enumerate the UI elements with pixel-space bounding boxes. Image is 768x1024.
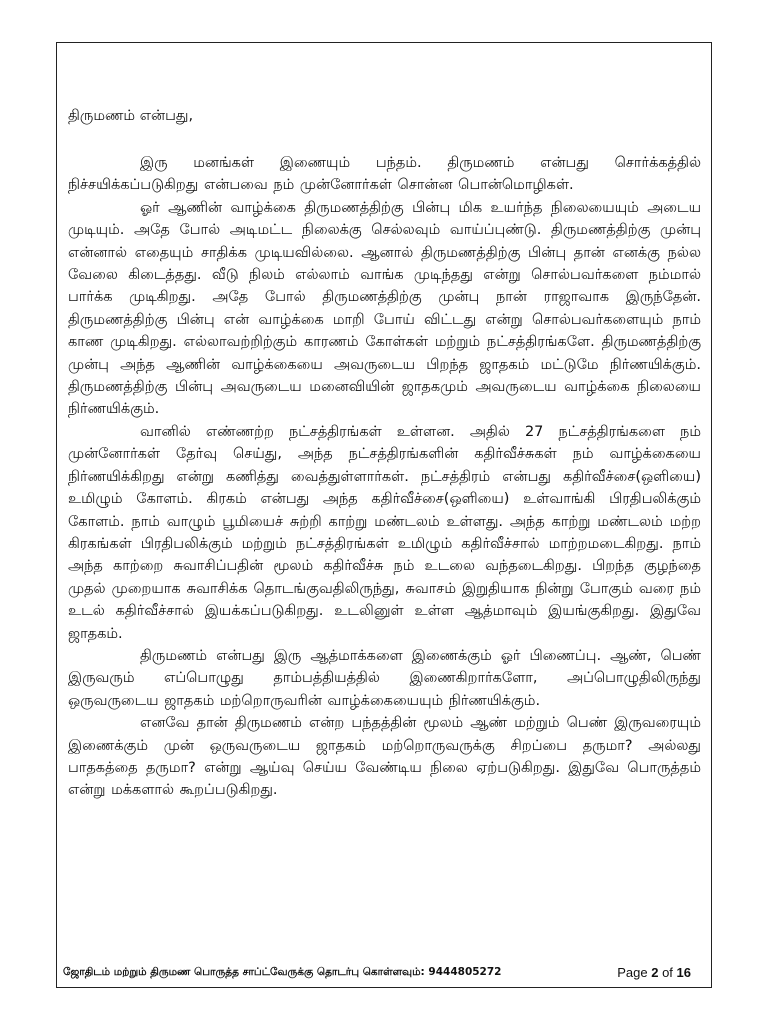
paragraph-5: எனவே தான் திருமணம் என்ற பந்தத்தின் மூலம் ஆண் மற்றும் பெண் இருவரையும் இணைக்கும் முன் ஒருவருடைய ஜாதகம் மற்றொருவருக்கு சிறப்பை தருமா? அல்லது பாதகத்தை தருமா? என்று ஆய்வு செய்ய வேண்டிய நிலை ஏற்படுகிறது. இதுவே பொருத்தம் என்று மக்களால் கூறப்படுகிறது. — [68, 715, 701, 799]
footer-contact: ஜோதிடம் மற்றும் திருமண பொருத்த சாப்ட்வேருக்கு தொடர்பு கொள்ளவும்: 9444805272 — [63, 965, 502, 978]
page-of-label: of — [662, 964, 673, 980]
paragraph-4: திருமணம் என்பது இரு ஆத்மாக்களை இணைக்கும் ஓர் பிணைப்பு. ஆண், பெண் இருவரும் எப்பொழுது தாம்பத்தியத்தில் இணைகிறார்களோ, அப்பொழுதிலிருந்து ஒருவருடைய ஜாதகம் மற்றொருவரின் வாழ்க்கையையும் நிர்ணயிக்கும். — [68, 647, 701, 709]
document-body — [57, 103, 711, 802]
paragraph-2: ஓர் ஆணின் வாழ்க்கை திருமணத்திற்கு பின்பு மிக உயர்ந்த நிலையையும் அடைய முடியும். அதே போல் அடிமட்ட நிலைக்கு செல்லவும் வாய்ப்புண்டு. திருமணத்திற்கு முன்பு என்னால் எதையும் சாதிக்க முடியவில்லை. ஆனால் திருமணத்திற்கு பின்பு தான் எனக்கு நல்ல வேலை கிடைத்தது. வீடு நிலம் எல்லாம் வாங்க முடிந்தது என்று சொல்பவர்களை நம்மால் பார்க்க முடிகிறது. அதே போல் திருமணத்திற்கு முன்பு நான் ராஜாவாக இருந்தேன். திருமணத்திற்கு பின்பு என் வாழ்க்கை மாறி போய் விட்டது என்று சொல்பவர்களையும் நாம் காண முடிகிறது. எல்லாவற்றிற்கும் காரணம் கோள்கள் மற்றும் நட்சத்திரங்களே. திருமணத்திற்கு முன்பு அந்த ஆணின் வாழ்க்கையை அவருடைய பிறந்த ஜாதகம் மட்டுமே நிர்ணயிக்கும். திருமணத்திற்கு பின்பு அவருடைய மனைவியின் ஜாதகமும் அவருடைய வாழ்க்கை நிலையை நிர்ணயிக்கும். — [68, 199, 701, 418]
page-total: 16 — [676, 964, 691, 980]
page-frame — [56, 42, 712, 988]
paragraph-3: வானில் எண்ணற்ற நட்சத்திரங்கள் உள்ளன. அதில் 27 நட்சத்திரங்களை நம் முன்னோர்கள் தேர்வு செய்து, அந்த நட்சத்திரங்களின் கதிர்வீச்சுகள் நம் வாழ்க்கையை நிர்ணயிக்கிறது என்று கணித்து வைத்துள்ளார்கள். நட்சத்திரம் என்பது கதிர்வீச்சை(ஒளியை) உமிழும் கோளம். கிரகம் என்பது அந்த கதிர்வீச்சை(ஒளியை) உள்வாங்கி பிரதிபலிக்கும் கோளம். நாம் வாழும் பூமியைச் சுற்றி காற்று மண்டலம் உள்ளது. அந்த காற்று மண்டலம் மற்ற கிரகங்கள் பிரதிபலிக்கும் மற்றும் நட்சத்திரங்கள் உமிழும் கதிர்வீச்சால் மாற்றமடைகிறது. நாம் அந்த காற்றை சுவாசிப்பதின் மூலம் கதிர்வீச்சு நம் உடலை வந்தடைகிறது. பிறந்த குழந்தை முதல் முறையாக சுவாசிக்க தொடங்குவதிலிருந்து, சுவாசம் இறுதியாக நின்று போகும் வரை நம் உடல் கதிர்வீச்சால் இயக்கப்படுகிறது. உடலினுள் உள்ள ஆத்மாவும் இயங்குகிறது. இதுவே ஜாதகம். — [68, 423, 701, 642]
document-heading: திருமணம் என்பது, — [68, 108, 194, 124]
page-footer — [57, 957, 711, 987]
page-label: Page — [617, 964, 648, 980]
paragraph-1: இரு மனங்கள் இணையும் பந்தம். திருமணம் என்பது சொர்க்கத்தில் நிச்சயிக்கப்படுகிறது என்பவை நம் முன்னோர்கள் சொன்ன பொன்மொழிகள். — [68, 155, 701, 194]
page-current: 2 — [651, 964, 659, 980]
page-number — [617, 965, 691, 980]
